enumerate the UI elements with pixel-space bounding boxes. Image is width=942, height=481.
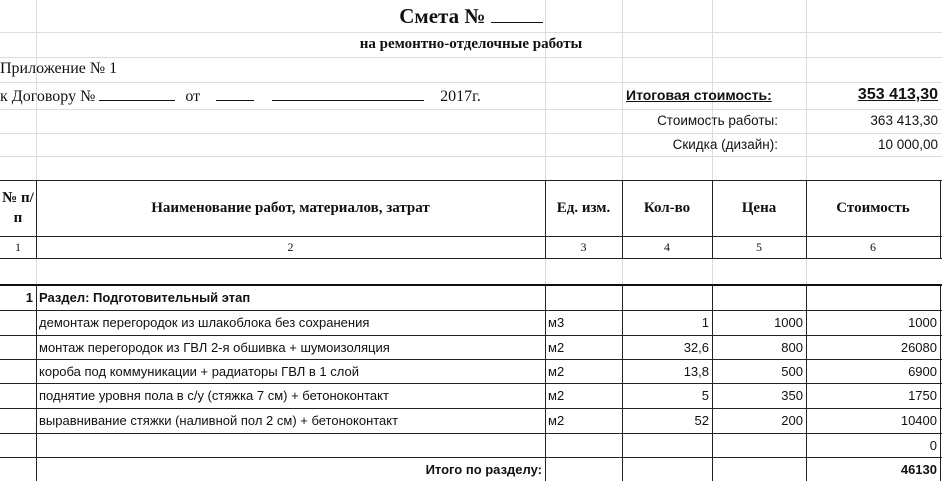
discount-value: 10 000,00: [877, 137, 938, 152]
header-cost: Стоимость: [836, 200, 910, 216]
table-border: [940, 285, 941, 481]
work-cost-value: 363 413,30: [870, 113, 938, 128]
row-price: 500: [781, 364, 803, 379]
row-price: 800: [781, 340, 803, 355]
contract-line: [0, 86, 481, 106]
row-price: 350: [781, 388, 803, 403]
discount-label: Скидка (дизайн):: [672, 137, 778, 152]
table-border: [0, 383, 942, 384]
row-qty: 1: [701, 315, 709, 330]
row-name: демонтаж перегородок из шлакоблока без сохранения: [39, 315, 370, 330]
col-number: 1: [15, 240, 21, 254]
row-unit: м2: [548, 388, 565, 403]
contract-month-blank: [272, 86, 424, 101]
header-unit: Ед. изм.: [556, 200, 611, 216]
appendix-label: Приложение № 1: [0, 60, 118, 77]
row-unit: м2: [548, 413, 565, 428]
row-qty: 32,6: [683, 340, 709, 355]
title-number-blank: [491, 4, 543, 23]
table-border: [0, 236, 942, 237]
table-border: [806, 285, 807, 481]
document-subtitle: на ремонтно-отделочные работы: [359, 36, 583, 52]
title-text: Смета №: [399, 4, 486, 28]
header-num: № п/п: [2, 190, 34, 226]
work-cost-label: Стоимость работы:: [657, 113, 778, 128]
row-cost: 1750: [908, 388, 937, 403]
grid-line: [0, 156, 942, 157]
table-border: [0, 433, 942, 434]
empty-row-cost: 0: [929, 438, 937, 453]
table-border: [0, 359, 942, 360]
row-cost: 6900: [908, 364, 937, 379]
row-unit: м3: [548, 315, 565, 330]
table-border: [0, 180, 942, 181]
subtotal-value: 46130: [900, 462, 937, 477]
row-name: короба под коммуникации + радиаторы ГВЛ в 1 слой: [39, 364, 359, 379]
row-price: 200: [781, 413, 803, 428]
grid-line: [0, 109, 942, 110]
row-name: поднятие уровня пола в с/у (стяжка 7 см) + бетоноконтакт: [39, 388, 389, 403]
table-border: [0, 284, 942, 286]
total-label: Итоговая стоимость:: [626, 87, 772, 103]
grid-line: [0, 82, 942, 83]
row-cost: 1000: [908, 315, 937, 330]
row-cost: 10400: [900, 413, 937, 428]
row-unit: м2: [548, 364, 565, 379]
row-unit: м2: [548, 340, 565, 355]
table-border: [0, 335, 942, 336]
total-value: 353 413,30: [857, 86, 938, 103]
table-border: [36, 285, 37, 481]
col-number: 5: [756, 240, 762, 254]
row-name: выравнивание стяжки (наливной пол 2 см) + бетоноконтакт: [39, 413, 399, 428]
row-qty: 5: [701, 388, 709, 403]
header-price: Цена: [741, 200, 777, 216]
col-number: 3: [580, 240, 587, 254]
section-title: Раздел: Подготовительный этап: [39, 290, 251, 305]
table-border: [0, 310, 942, 311]
table-border: [545, 285, 546, 481]
contract-day-blank: [216, 86, 254, 101]
header-name: Наименование работ, материалов, затрат: [151, 200, 430, 216]
table-border: [622, 285, 623, 481]
contract-from: от: [185, 88, 201, 105]
col-number: 6: [870, 240, 876, 254]
grid-line: [0, 32, 942, 33]
table-border: [712, 285, 713, 481]
row-name: монтаж перегородок из ГВЛ 2-я обшивка + шумоизоляция: [39, 340, 390, 355]
table-border: [0, 258, 942, 259]
col-number: 2: [287, 240, 294, 254]
contract-number-blank: [99, 86, 175, 101]
row-qty: 13,8: [683, 364, 709, 379]
header-qty: Кол-во: [643, 200, 691, 216]
contract-year: 2017г.: [440, 88, 481, 105]
row-qty: 52: [694, 413, 709, 428]
subtotal-label: Итого по разделу:: [425, 462, 542, 477]
col-number: 4: [664, 240, 670, 254]
grid-line: [0, 57, 942, 58]
grid-line: [0, 133, 942, 134]
table-border: [0, 457, 942, 458]
row-cost: 26080: [900, 340, 937, 355]
table-border: [940, 180, 941, 258]
table-border: [0, 408, 942, 409]
row-price: 1000: [774, 315, 803, 330]
contract-prefix: к Договору №: [0, 88, 96, 105]
document-title: [0, 4, 942, 29]
section-number: 1: [25, 290, 33, 305]
